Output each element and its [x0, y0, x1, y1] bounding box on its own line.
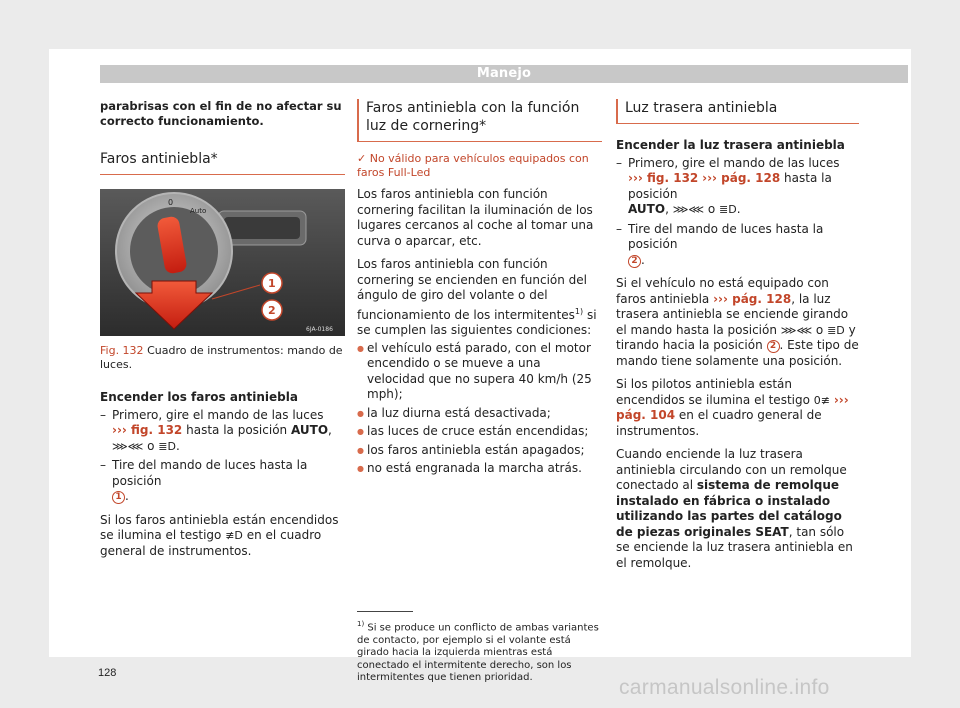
conditions-text-b: si se cumplen las siguientes condiciones:: [357, 307, 597, 337]
step-2-text: Tire del mando de luces hasta la posición: [112, 458, 308, 488]
p1-or: o: [815, 322, 824, 337]
column-1: [100, 99, 345, 567]
position-2-badge: 2: [767, 340, 780, 353]
p3-text-b: , tan sólo se enciende la luz trasera antiniebla en el remolque.: [616, 524, 853, 570]
rear-fog-light-icon: 0≢: [813, 393, 830, 407]
column-2: [357, 99, 602, 684]
bullet-item: ● el vehículo está parado, con el motor encendido o se mueve a una velocidad que no supera 40 km/h (25 mph);: [357, 341, 602, 403]
parking-light-icon: ⋙⋘: [780, 323, 813, 337]
link-fig-132[interactable]: ››› fig. 132: [628, 171, 699, 185]
figure-label: Fig. 132: [100, 344, 144, 357]
figure-callout-1: 1: [268, 277, 276, 290]
dial-auto-label: Auto: [190, 207, 207, 215]
auto-symbol: AUTO: [290, 423, 329, 437]
bullet-item: ● las luces de cruce están encendidas;: [357, 424, 602, 440]
step-2: [100, 458, 345, 505]
step-1-or: o: [707, 202, 716, 216]
low-beam-icon: ≣D: [158, 439, 176, 453]
figure-132: [100, 189, 345, 336]
heading-cornering: Faros antiniebla con la función luz de cornering*: [357, 99, 602, 142]
no-fog-paragraph: [616, 276, 859, 369]
bullet-item: ● la luz diurna está desactivada;: [357, 406, 602, 422]
step-2-text: Tire del mando de luces hasta la posición: [628, 221, 824, 251]
link-fig-132[interactable]: ››› fig. 132: [112, 423, 183, 437]
bullet-item: ● no está engranada la marcha atrás.: [357, 461, 602, 477]
step-1-text-b: hasta la posición: [628, 171, 832, 201]
heading-luz-trasera: Luz trasera antiniebla: [616, 99, 859, 124]
step-2-end: .: [125, 489, 129, 503]
note-text: No válido para vehículos equipados con faros Full-Led: [357, 152, 589, 179]
light-switch-illustration: [100, 189, 345, 336]
link-pag-128[interactable]: ››› pág. 128: [713, 291, 792, 306]
fog-light-icon: ≢D: [225, 529, 243, 542]
manual-page: [49, 49, 911, 684]
auto-symbol: AUTO: [628, 202, 666, 216]
trailer-paragraph: [616, 447, 859, 571]
step-1-end: .: [175, 438, 180, 453]
footnote-mark: 1): [357, 620, 365, 628]
step-1-text: Primero, gire el mando de las luces: [628, 155, 840, 170]
footnote-text: Si se produce un conflicto de ambas variantes de contacto, por ejemplo si el volante está girado hacia la izquierda mientras está conectado el intermitente derecho, son los intermitentes que tienen prioridad.: [357, 622, 599, 684]
step-2-end: .: [641, 252, 645, 267]
position-1-badge: 1: [112, 491, 125, 504]
subheading-encender-trasera: Encender la luz trasera antiniebla: [616, 138, 845, 152]
footnote-divider: [357, 611, 413, 612]
figure-caption: [100, 344, 345, 372]
step-1-or: o: [147, 438, 155, 453]
para-text-a: Si los faros antiniebla están encendidos se ilumina el testigo: [100, 512, 339, 542]
bullet-item: ● los faros antiniebla están apagados;: [357, 443, 602, 459]
watermark: carmanualsonline.info: [619, 676, 830, 699]
p1-text-d: . Este tipo de mando tiene solamente una posición.: [616, 338, 859, 368]
cornering-conditions: [357, 257, 602, 339]
para-text-b: en el cuadro general de instrumentos.: [100, 528, 322, 558]
parking-light-icon: ⋙⋘: [112, 439, 144, 453]
parking-light-icon: ⋙⋘: [672, 203, 704, 216]
fog-indicator-paragraph: [100, 513, 345, 560]
rear-fog-indicator-paragraph: [616, 377, 859, 439]
low-beam-icon: ≣D: [827, 323, 845, 337]
check-icon: ✓: [357, 152, 367, 165]
p1-text-b: , la luz trasera antiniebla se enciende girando el mando hasta la posición: [616, 291, 849, 337]
page-number: 128: [98, 667, 117, 679]
step-1: – Primero, gire el mando de las luces ››› fig. 132 hasta la posición AUTO, ⋙⋘ o ≣D.: [100, 408, 345, 455]
position-2-badge: 2: [628, 255, 641, 268]
dial-zero-label: 0: [168, 198, 174, 207]
intro-text: parabrisas con el fin de no afectar su correcto funcionamiento.: [100, 99, 342, 128]
step-1-text: Primero, gire el mando de las luces: [112, 407, 324, 422]
step-1-end: .: [736, 202, 741, 216]
conditions-text-a: Los faros antiniebla con función cornering se encienden en función del ángulo de giro del volante o del funcionamiento de los intermitentes: [357, 257, 587, 322]
step-2: [616, 222, 859, 269]
cornering-intro: Los faros antiniebla con función cornering facilitan la iluminación de los lugares cercanos al coche al tomar una curva o aparcar, etc.: [357, 187, 594, 248]
low-beam-icon: ≣D: [719, 203, 737, 216]
p3-bold: sistema de remolque instalado en fábrica o instalado utilizando las partes del catálogo de piezas originales SEAT: [616, 478, 842, 539]
column-3: [616, 99, 859, 579]
p3-text-a: Cuando enciende la luz trasera antiniebla circulando con un remolque conectado al: [616, 447, 847, 492]
link-pag-128[interactable]: ››› pág. 128: [702, 171, 781, 185]
heading-faros-antiniebla: Faros antiniebla*: [100, 150, 345, 175]
p2-text-b: en el cuadro general de instrumentos.: [616, 408, 822, 438]
figure-callout-2: 2: [268, 304, 276, 317]
footnote-ref: 1): [574, 306, 584, 316]
step-1: – Primero, gire el mando de las luces ››› fig. 132 ››› pág. 128 hasta la posición AUTO, ⋙⋘ o ≣D.: [616, 156, 859, 218]
link-pag-104[interactable]: ››› pág. 104: [616, 392, 849, 422]
applicability-note: [357, 152, 602, 179]
footnote: [357, 618, 602, 685]
p1-text-a: Si el vehículo no está equipado con faros antiniebla: [616, 276, 829, 306]
section-header: Manejo: [100, 65, 908, 83]
figure-caption-text: Cuadro de instrumentos: mando de luces.: [100, 344, 343, 371]
subheading-encender-faros: Encender los faros antiniebla: [100, 390, 298, 404]
p1-text-c: y tirando hacia la posición: [616, 322, 856, 352]
figure-code: 6JA-0186: [306, 326, 333, 333]
p2-text-a: Si los pilotos antiniebla están encendidos se ilumina el testigo: [616, 377, 810, 407]
step-1-text-b: hasta la posición: [186, 423, 288, 437]
